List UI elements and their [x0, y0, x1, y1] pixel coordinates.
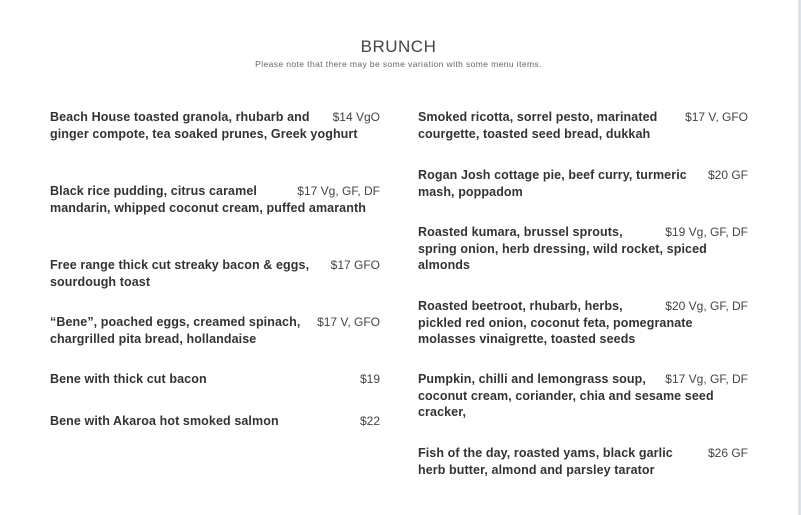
- menu-item-name: “Bene”, poached eggs, creamed spinach, chargrilled pita bread, hollandaise: [50, 315, 301, 346]
- menu-item-price: $20 Vg, GF, DF: [665, 299, 748, 313]
- menu-item-name: Roasted beetroot, rhubarb, herbs, pickled red onion, coconut feta, pomegranate molasses vinaigrette, toasted seeds: [418, 299, 693, 346]
- menu-item-name: Free range thick cut streaky bacon & eggs, sourdough toast: [50, 258, 310, 289]
- menu-item-name: Rogan Josh cottage pie, beef curry, turmeric mash, poppadom: [418, 168, 687, 199]
- menu-item-price: $17 GFO: [330, 258, 380, 272]
- menu-item-name: Smoked ricotta, sorrel pesto, marinated courgette, toasted seed bread, dukkah: [418, 110, 658, 141]
- menu-note: Please note that there may be some variation with some menu items.: [255, 59, 542, 69]
- menu-item-price: $26 GF: [707, 446, 748, 460]
- menu-item-granola: [50, 109, 380, 142]
- menu-item-price: $20 GF: [707, 168, 748, 182]
- menu-item-price: $19: [359, 372, 380, 386]
- menu-item-bene: [50, 314, 380, 347]
- menu-item-bene-salmon: [50, 413, 380, 430]
- menu-item-price: $22: [359, 414, 380, 428]
- menu-item-name: Black rice pudding, citrus caramel mandarin, whipped coconut cream, puffed amaranth: [50, 184, 366, 215]
- menu-item-kumara: [418, 224, 748, 274]
- menu-item-price: $17 Vg, GF, DF: [665, 372, 748, 386]
- menu-item-ricotta: [418, 109, 748, 142]
- menu-item-bacon-eggs: [50, 257, 380, 290]
- menu-item-fish: [418, 445, 748, 478]
- menu-item-pumpkin-soup: [418, 371, 748, 421]
- menu-item-beetroot: [418, 298, 748, 348]
- menu-item-price: $14 VgO: [332, 110, 380, 124]
- menu-item-name: Beach House toasted granola, rhubarb and ginger compote, tea soaked prunes, Greek yoghurt: [50, 110, 358, 141]
- menu-item-cottage-pie: [418, 167, 748, 200]
- menu-item-bene-bacon: [50, 371, 380, 388]
- menu-title: BRUNCH: [360, 37, 437, 56]
- menu-item-price: $19 Vg, GF, DF: [665, 225, 748, 239]
- menu-item-name: Pumpkin, chilli and lemongrass soup, coconut cream, coriander, chia and sesame seed cracker,: [418, 372, 714, 419]
- menu-item-name: Roasted kumara, brussel sprouts, spring onion, herb dressing, wild rocket, spiced almonds: [418, 225, 707, 272]
- menu-item-name: Bene with Akaroa hot smoked salmon: [50, 414, 279, 428]
- menu-item-rice-pudding: [50, 183, 380, 216]
- menu-item-price: $17 V, GFO: [685, 110, 748, 124]
- menu-item-name: Fish of the day, roasted yams, black garlic herb butter, almond and parsley tarator: [418, 446, 673, 477]
- menu-item-name: Bene with thick cut bacon: [50, 372, 207, 386]
- menu-item-price: $17 V, GFO: [317, 315, 380, 329]
- menu-item-price: $17 Vg, GF, DF: [297, 184, 380, 198]
